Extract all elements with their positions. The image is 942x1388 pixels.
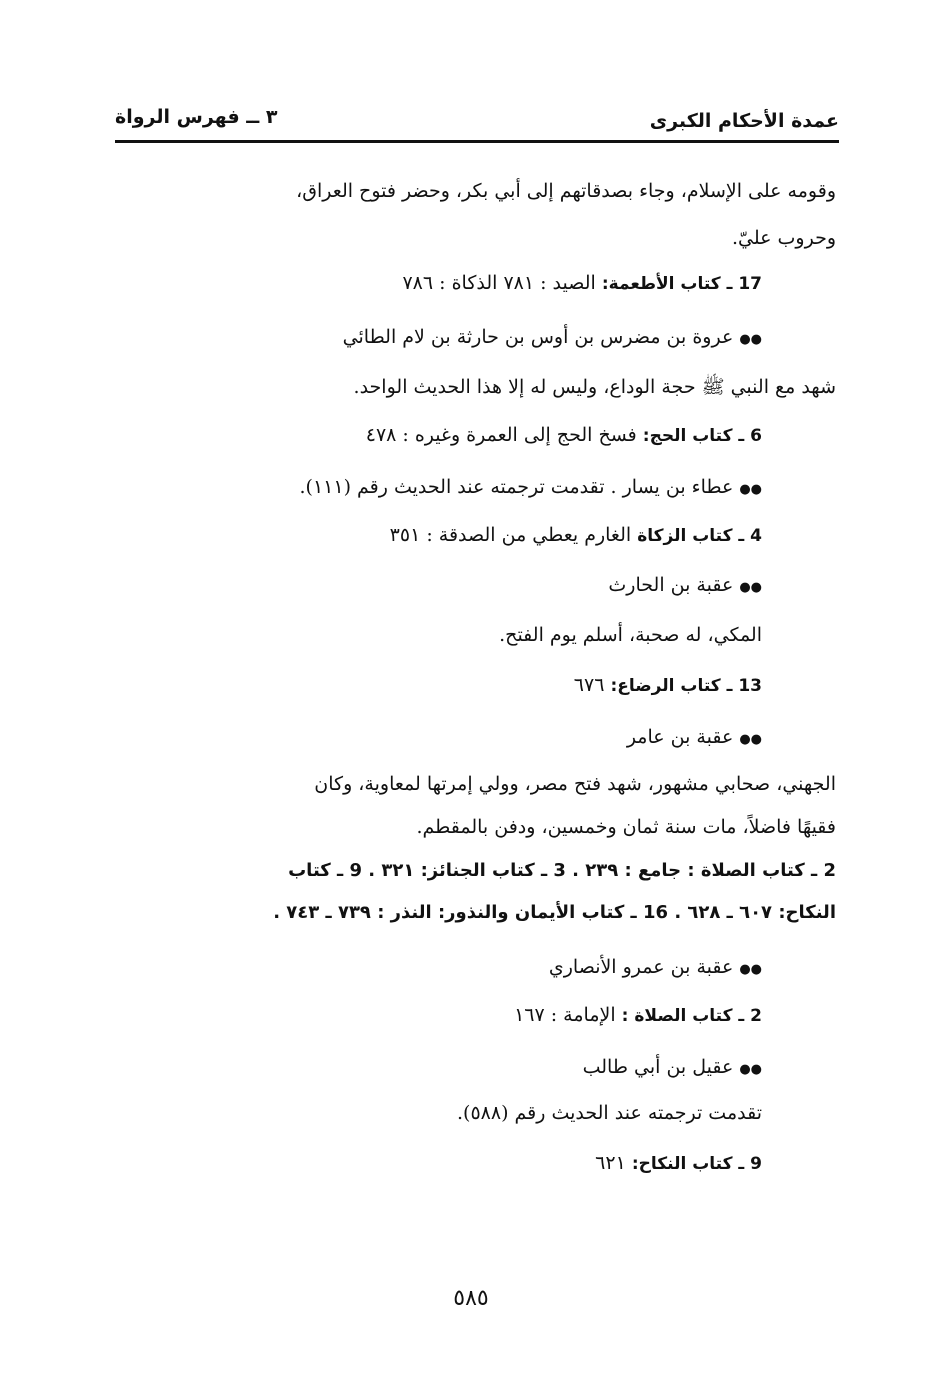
reference-line	[106, 268, 762, 298]
text-line: وحروب عليّ.	[731, 227, 836, 249]
reference-line	[106, 520, 762, 550]
book-reference: 2 ـ كتاب الصلاة :	[621, 1006, 762, 1026]
reference-line	[106, 420, 762, 450]
text-line: الجهني، صحابي مشهور، شهد فتح مصر، وولي إمرتها لمعاوية، وكان	[314, 773, 836, 795]
reference-line	[106, 1148, 762, 1178]
narrator-name: عقبة بن الحارث	[608, 574, 734, 596]
page-number: ٥٨٥	[453, 1286, 489, 1311]
narrator-name: عقيل بن أبي طالب	[582, 1056, 734, 1078]
bullet-dots-icon: ●●	[739, 962, 762, 977]
reference-line	[106, 670, 762, 700]
book-reference: 9 ـ كتاب النكاح:	[631, 1154, 762, 1174]
narrator-name: عروة بن مضرس بن أوس بن حارثة بن لام الطائي	[342, 326, 734, 348]
page-header	[115, 104, 839, 138]
reference-detail: ٦٧٦	[573, 674, 611, 696]
narrator-entry	[106, 322, 762, 352]
section-title: ٣ ــ فهرس الرواة	[115, 106, 278, 128]
book-reference: 17 ـ كتاب الأطعمة:	[601, 274, 762, 294]
narrator-entry	[106, 570, 762, 600]
bullet-dots-icon: ●●	[739, 1062, 762, 1077]
text-line: وقومه على الإسلام، وجاء بصدقاتهم إلى أبي بكر، وحضر فتوح العراق،	[296, 180, 836, 202]
text-line: المكي، له صحبة، أسلم يوم الفتح.	[499, 624, 762, 646]
book-reference: 6 ـ كتاب الحج:	[642, 426, 762, 446]
bullet-dots-icon: ●●	[739, 332, 762, 347]
bullet-dots-icon: ●●	[739, 732, 762, 747]
narrator-entry	[106, 952, 762, 982]
reference-detail: الإمامة : ١٦٧	[514, 1004, 622, 1026]
reference-detail: الغارم يعطي من الصدقة : ٣٥١	[389, 524, 638, 546]
text-line: تقدمت ترجمته عند الحديث رقم (٥٨٨).	[456, 1102, 762, 1124]
reference-detail: ٦٢١	[595, 1152, 632, 1174]
narrator-name: عطاء بن يسار . تقدمت ترجمته عند الحديث رقم (١١١).	[299, 476, 734, 498]
header-divider	[115, 140, 839, 143]
narrator-entry	[106, 722, 762, 752]
bullet-dots-icon: ●●	[739, 482, 762, 497]
text-line: فقيهًا فاضلاً، مات سنة ثمان وخمسين، ودفن بالمقطم.	[416, 816, 836, 838]
reference-line: النكاح: ٦٠٧ ـ ٦٢٨ . 16 ـ كتاب الأيمان والنذور: النذر : ٧٣٩ ـ ٧٤٣ .	[273, 902, 836, 923]
book-reference: 13 ـ كتاب الرضاع:	[610, 676, 762, 696]
narrator-name: عقبة بن عامر	[626, 726, 734, 748]
text-line: شهد مع النبي ﷺ حجة الوداع، وليس له إلا هذا الحديث الواحد.	[353, 376, 836, 398]
book-title: عمدة الأحكام الكبرى	[649, 110, 839, 132]
reference-line: 2 ـ كتاب الصلاة : جامع : ٢٣٩ . 3 ـ كتاب الجنائز: ٣٢١ . 9 ـ كتاب	[288, 860, 836, 881]
reference-detail: الصيد : ٧٨١ الذكاة : ٧٨٦	[402, 272, 602, 294]
reference-detail: فسخ الحج إلى العمرة وغيره : ٤٧٨	[365, 424, 643, 446]
book-reference: 4 ـ كتاب الزكاة	[637, 526, 762, 546]
narrator-entry	[106, 472, 762, 502]
narrator-name: عقبة بن عمرو الأنصاري	[548, 956, 734, 978]
reference-line	[106, 1000, 762, 1030]
bullet-dots-icon: ●●	[739, 580, 762, 595]
narrator-entry	[106, 1052, 762, 1082]
